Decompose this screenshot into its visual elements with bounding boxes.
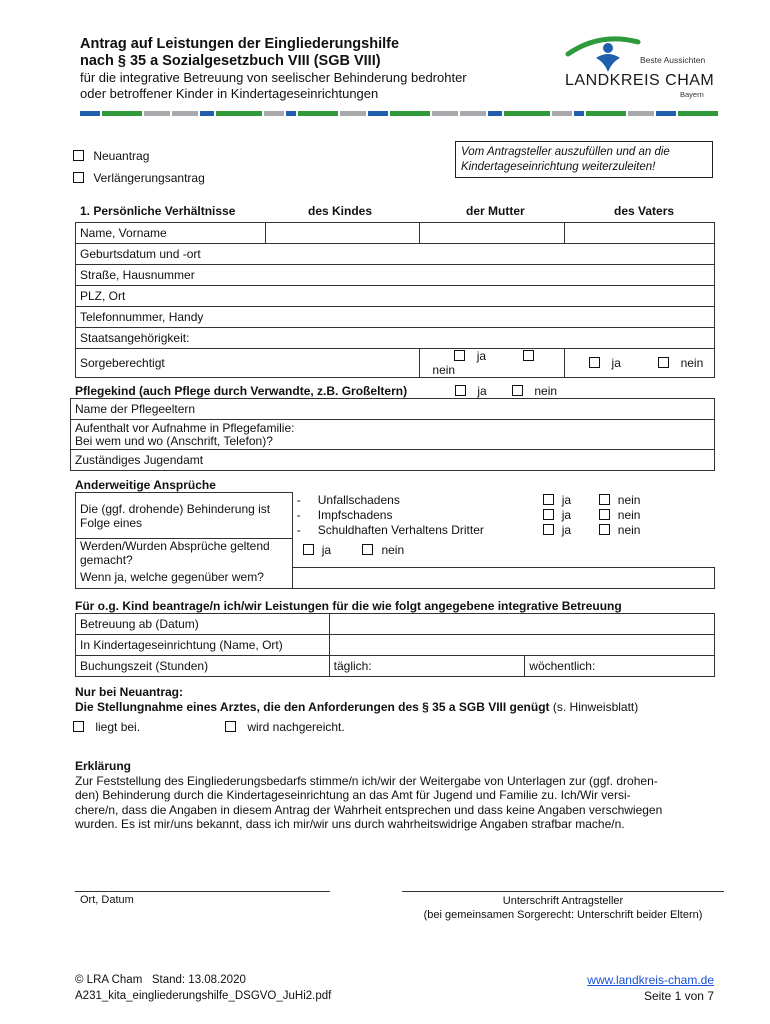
stripe-segment [102, 111, 142, 116]
list-item: Impfschadens [317, 507, 393, 522]
daily-hours-field[interactable]: täglich: [329, 656, 525, 677]
vaccine-no-option[interactable] [599, 508, 641, 523]
stripe-segment [200, 111, 214, 116]
stripe-segment [504, 111, 550, 116]
row-label: Name, Vorname [76, 223, 266, 244]
row-label[interactable]: Straße, Hausnummer [76, 265, 715, 286]
header-stripe [80, 111, 720, 116]
table-row [71, 399, 715, 420]
foster-no-checkbox[interactable] [512, 385, 523, 396]
claims-table [75, 492, 715, 589]
landkreis-cham-logo [560, 32, 720, 102]
logo-name: LANDKREIS CHAM [565, 72, 715, 89]
no-label: nein [381, 542, 405, 557]
subtitle-line-1: für die integrative Betreuung von seelischer Behinderung bedrohter [80, 70, 467, 85]
logo-region: Bayern [680, 90, 704, 99]
filename: A231_kita_eingliederungshilfe_DSGVO_JuHi2.pdf [75, 990, 332, 1002]
yes-label: ja [611, 356, 621, 370]
foster-no-option[interactable] [512, 384, 557, 398]
claims-items [318, 493, 484, 538]
stripe-segment [552, 111, 572, 116]
doctor-statement [75, 685, 638, 715]
claim-yes-checkbox[interactable] [543, 494, 554, 505]
booking-hours-label: Buchungszeit (Stunden) [76, 656, 330, 677]
third-party-yes-option[interactable] [543, 523, 571, 538]
stripe-segment [460, 111, 486, 116]
option-renewal-application[interactable] [73, 171, 205, 185]
claims-asserted-label [76, 539, 293, 568]
stripe-segment [340, 111, 366, 116]
claim-yes-checkbox[interactable] [543, 509, 554, 520]
stripe-segment [656, 111, 676, 116]
declaration-line: Zur Feststellung des Eingliederungsbedarfs stimme/n ich/wir der Weitergabe von Unterlagen zur (ggf. drohen- [75, 773, 658, 788]
declaration-line: chere/n, dass die Angaben in diesem Antrag der Wahrheit entsprechen und dass keine Angaben verschwiegen [75, 802, 663, 817]
claims-options [292, 493, 714, 568]
personal-data-table [75, 222, 715, 378]
dash: - [296, 492, 301, 507]
stripe-segment [80, 111, 100, 116]
stripe-segment [286, 111, 296, 116]
table-row [76, 635, 715, 656]
website-link[interactable]: www.landkreis-cham.de [587, 973, 714, 987]
stripe-segment [264, 111, 284, 116]
no-label: nein [617, 507, 641, 522]
row-label[interactable]: PLZ, Ort [76, 286, 715, 307]
footer-left [75, 972, 331, 1004]
subtitle-line-2: oder betroffener Kinder in Kindertageseinrichtungen [80, 86, 379, 101]
father-custody-yes-checkbox[interactable] [589, 357, 600, 368]
no-label: nein [680, 356, 704, 370]
list-item: Unfallschadens [317, 492, 400, 507]
stripe-segment [488, 111, 502, 116]
stripe-segment [216, 111, 262, 116]
signature-note: (bei gemeinsamen Sorgerecht: Unterschrift beider Eltern) [423, 909, 703, 921]
signature-label-block [402, 894, 724, 922]
doctor-line-1: Nur bei Neuantrag: [75, 685, 184, 699]
foster-table [70, 398, 715, 471]
no-label: nein [617, 492, 641, 507]
table-row [76, 614, 715, 635]
mother-custody-yes-checkbox[interactable] [454, 350, 465, 361]
row-label[interactable]: Telefonnummer, Handy [76, 307, 715, 328]
yes-label: ja [561, 522, 572, 537]
no-label: nein [617, 522, 641, 537]
dash-column [297, 493, 301, 538]
declaration-line: wurden. Es ist mir/uns bekannt, dass ich mir/wir uns durch wahrheitswidrige Angaben strafbar mache/n. [75, 817, 625, 831]
yes-label: ja [561, 492, 572, 507]
table-row [76, 307, 715, 328]
title-line-1: Antrag auf Leistungen der Eingliederungshilfe [80, 36, 400, 52]
youth-office-field[interactable]: Zuständiges Jugendamt [71, 450, 715, 471]
stripe-segment [574, 111, 584, 116]
col-child-header: des Kindes [308, 204, 373, 218]
stripe-segment [432, 111, 458, 116]
table-row [76, 349, 715, 378]
father-custody-options [565, 349, 715, 378]
services-table [75, 613, 715, 677]
doctor-requirement: Die Stellungnahme eines Arztes, die den Anforderungen des § 35 a SGB VIII genügt [75, 700, 550, 714]
table-row [76, 223, 715, 244]
mother-custody-options [420, 349, 565, 378]
disability-cause-label [76, 493, 293, 539]
claim-no-checkbox[interactable] [599, 509, 610, 520]
yes-label: ja [561, 507, 572, 522]
section1-title: 1. Persönliche Verhältnisse [80, 204, 236, 218]
renewal-application-label: Verlängerungsantrag [93, 171, 205, 185]
asserted-options [303, 543, 404, 557]
stripe-segment [586, 111, 626, 116]
weekly-hours-field[interactable]: wöchentlich: [525, 656, 715, 677]
stripe-segment [144, 111, 170, 116]
stripe-segment [390, 111, 430, 116]
doctor-later-option[interactable] [225, 720, 345, 734]
title-line-2: nach § 35 a Sozialgesetzbuch VIII (SGB VIII) [80, 53, 381, 69]
facility-label: In Kindertageseinrichtung (Name, Ort) [76, 635, 330, 656]
claims-option-list [293, 493, 715, 539]
no-label: nein [534, 384, 558, 398]
third-party-no-option[interactable] [599, 523, 641, 538]
disability-line-1: Die (ggf. drohende) Behinderung ist [80, 501, 271, 516]
row-label: Sorgeberechtigt [76, 349, 420, 378]
page-number: Seite 1 von 7 [643, 989, 714, 1003]
later-checkbox[interactable] [225, 721, 236, 732]
accident-no-option[interactable] [599, 493, 641, 508]
start-date-label: Betreuung ab (Datum) [76, 614, 330, 635]
option-new-application[interactable] [73, 149, 149, 163]
yes-label: ja [477, 384, 487, 398]
signature-line[interactable] [402, 891, 724, 892]
yes-label: ja [321, 542, 332, 557]
new-application-checkbox[interactable] [73, 150, 84, 161]
doctor-hint: (s. Hinweisblatt) [552, 700, 639, 714]
asserted-line-2: gemacht? [80, 553, 133, 567]
table-row [76, 286, 715, 307]
stripe-segment [628, 111, 654, 116]
foster-parents-field[interactable]: Name der Pflegeeltern [71, 399, 715, 420]
mother-custody-no-checkbox[interactable] [523, 350, 534, 361]
dash: - [296, 507, 301, 522]
accident-yes-option[interactable] [543, 493, 571, 508]
asserted-line-1: Werden/Wurden Absprüche geltend [80, 539, 270, 553]
copyright: © LRA Cham Stand: 13.08.2020 [75, 974, 246, 986]
claims-no-column [599, 493, 641, 538]
table-row [76, 328, 715, 349]
father-field[interactable] [565, 223, 715, 244]
no-label: nein [432, 363, 456, 377]
row-label[interactable]: Staatsangehörigkeit: [76, 328, 715, 349]
claims-title: Anderweitige Ansprüche [75, 478, 216, 492]
enclosed-checkbox[interactable] [73, 721, 84, 732]
vaccine-yes-option[interactable] [543, 508, 571, 523]
declaration-line: den) Behinderung durch die Kindertageseinrichtung an das Amt für Jugend und Familie zu. Ich/Wir versi- [75, 788, 631, 802]
stripe-segment [172, 111, 198, 116]
table-row [76, 656, 715, 677]
signature-label: Unterschrift Antragsteller [502, 895, 624, 907]
claim-no-checkbox[interactable] [599, 494, 610, 505]
footer-right [587, 972, 714, 1004]
start-date-field[interactable] [329, 614, 714, 635]
doctor-enclosed-option[interactable] [73, 720, 140, 734]
table-row [71, 420, 715, 450]
place-date-line[interactable] [75, 891, 330, 892]
table-row [76, 244, 715, 265]
doctor-line-2 [75, 700, 638, 715]
later-label: wird nachgereicht. [247, 720, 345, 734]
instruction-note: Vom Antragsteller auszufüllen und an die Kindertageseinrichtung weiterzuleiten! [455, 141, 713, 178]
mother-field[interactable] [420, 223, 565, 244]
enclosed-label: liegt bei. [95, 720, 141, 734]
table-row [71, 450, 715, 471]
dash: - [296, 522, 301, 537]
foster-yes-option[interactable] [455, 384, 487, 398]
list-item: Schuldhaften Verhaltens Dritter [317, 522, 484, 537]
asserted-yes-checkbox[interactable] [303, 544, 314, 555]
prior-residence-line-1: Aufenthalt vor Aufnahme in Pflegefamilie: [75, 420, 295, 435]
document-subtitle [80, 70, 467, 102]
foster-yes-checkbox[interactable] [455, 385, 466, 396]
child-field[interactable] [265, 223, 420, 244]
row-label[interactable]: Geburtsdatum und -ort [76, 244, 715, 265]
new-application-label: Neuantrag [93, 149, 150, 163]
claim-yes-checkbox[interactable] [543, 524, 554, 535]
col-father-header: des Vaters [614, 204, 675, 218]
stripe-segment [298, 111, 338, 116]
renewal-application-checkbox[interactable] [73, 172, 84, 183]
table-row [76, 567, 715, 588]
declaration [75, 759, 725, 832]
asserted-no-checkbox[interactable] [362, 544, 373, 555]
col-mother-header: der Mutter [466, 204, 525, 218]
document-title [80, 36, 399, 70]
disability-line-2: Folge eines [80, 515, 143, 530]
facility-field[interactable] [329, 635, 714, 656]
table-row [76, 493, 715, 539]
which-claims-label: Wenn ja, welche gegenüber wem? [76, 567, 293, 588]
father-custody-no-checkbox[interactable] [658, 357, 669, 368]
place-date-label: Ort, Datum [80, 894, 134, 906]
claims-yes-column [543, 493, 571, 538]
prior-residence-field[interactable] [71, 420, 715, 450]
claim-no-checkbox[interactable] [599, 524, 610, 535]
declaration-title: Erklärung [75, 759, 132, 773]
table-row [76, 265, 715, 286]
yes-label: ja [476, 349, 487, 363]
which-claims-field[interactable] [292, 567, 714, 588]
logo-tagline: Beste Aussichten [640, 55, 706, 65]
stripe-segment [368, 111, 388, 116]
stripe-segment [678, 111, 718, 116]
foster-title: Pflegekind (auch Pflege durch Verwandte, z.B. Großeltern) [75, 384, 408, 398]
prior-residence-line-2: Bei wem und wo (Anschrift, Telefon)? [75, 433, 273, 448]
services-title: Für o.g. Kind beantrage/n ich/wir Leistungen für die wie folgt angegebene integrative Betreuung [75, 599, 622, 613]
